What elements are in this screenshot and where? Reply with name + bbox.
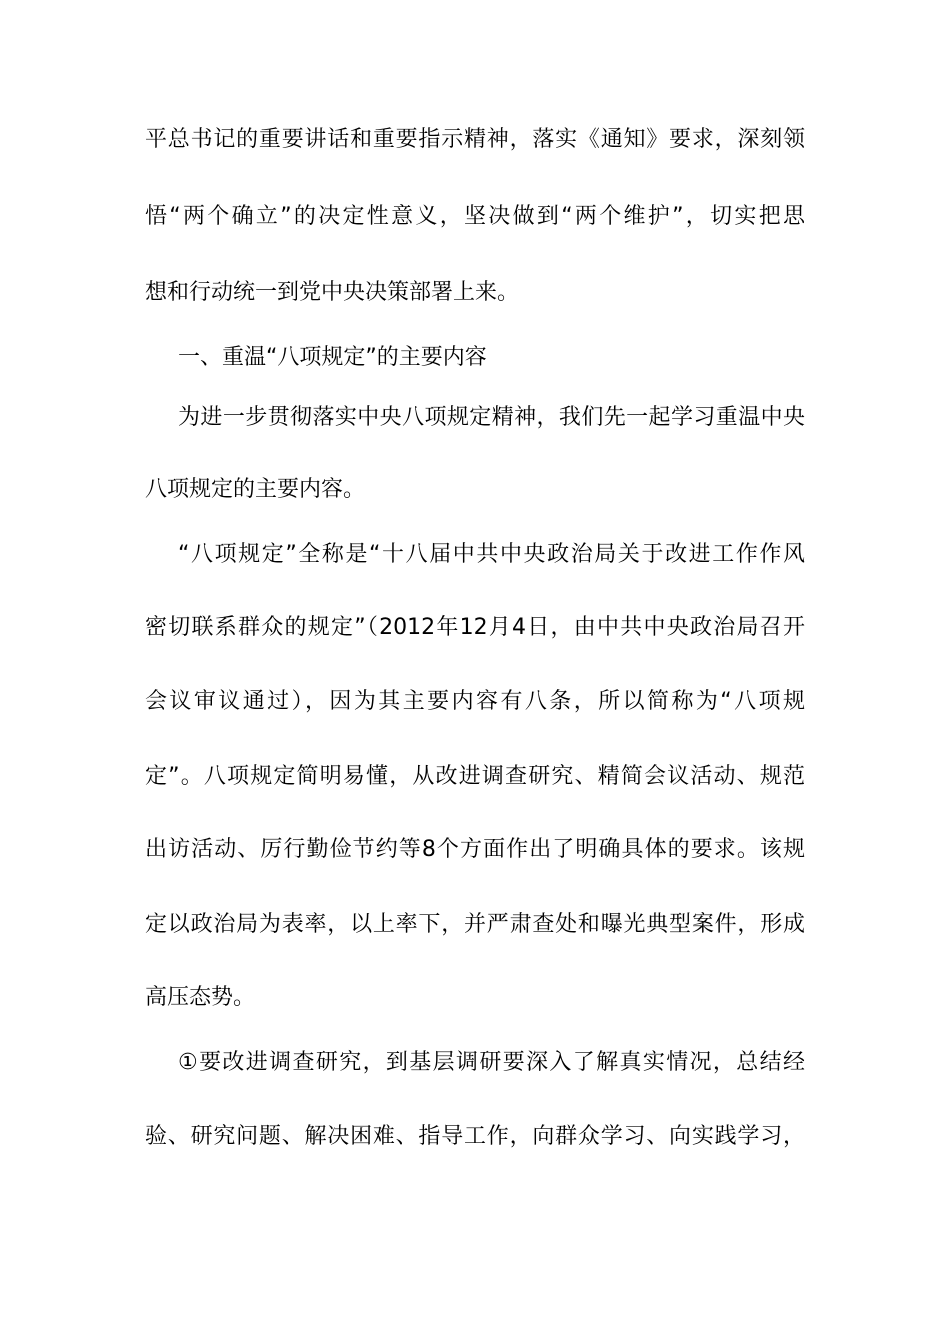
paragraph-line: 出访活动、厉行勤俭节约等8个方面作出了明确具体的要求。该规 bbox=[145, 837, 805, 862]
paragraph-line: 验、研究问题、解决困难、指导工作，向群众学习、向实践学习， bbox=[145, 1124, 805, 1149]
paragraph-line: 高压态势。 bbox=[145, 985, 256, 1010]
paragraph-line: 八项规定的主要内容。 bbox=[145, 477, 366, 502]
paragraph-line: 定”。八项规定简明易懂，从改进调查研究、精简会议活动、规范 bbox=[145, 764, 805, 789]
paragraph-line: 平总书记的重要讲话和重要指示精神，落实《通知》要求，深刻领 bbox=[145, 127, 805, 152]
paragraph-line: 密切联系群众的规定”（2012年12月4日，由中共中央政治局召开 bbox=[145, 615, 805, 640]
paragraph-line: 想和行动统一到党中央决策部署上来。 bbox=[145, 280, 520, 305]
paragraph-line: ①要改进调查研究，到基层调研要深入了解真实情况，总结经 bbox=[178, 1050, 805, 1075]
paragraph-line: 定以政治局为表率，以上率下，并严肃查处和曝光典型案件，形成 bbox=[145, 912, 805, 937]
paragraph-line: 悟“两个确立”的决定性意义，坚决做到“两个维护”，切实把思 bbox=[145, 204, 805, 229]
paragraph-line: 会议审议通过），因为其主要内容有八条，所以简称为“八项规 bbox=[145, 689, 805, 714]
paragraph-line: 为进一步贯彻落实中央八项规定精神，我们先一起学习重温中央 bbox=[178, 405, 805, 430]
section-heading: 一、重温“八项规定”的主要内容 bbox=[178, 345, 487, 370]
paragraph-line: “八项规定”全称是“十八届中共中央政治局关于改进工作作风 bbox=[178, 542, 805, 567]
